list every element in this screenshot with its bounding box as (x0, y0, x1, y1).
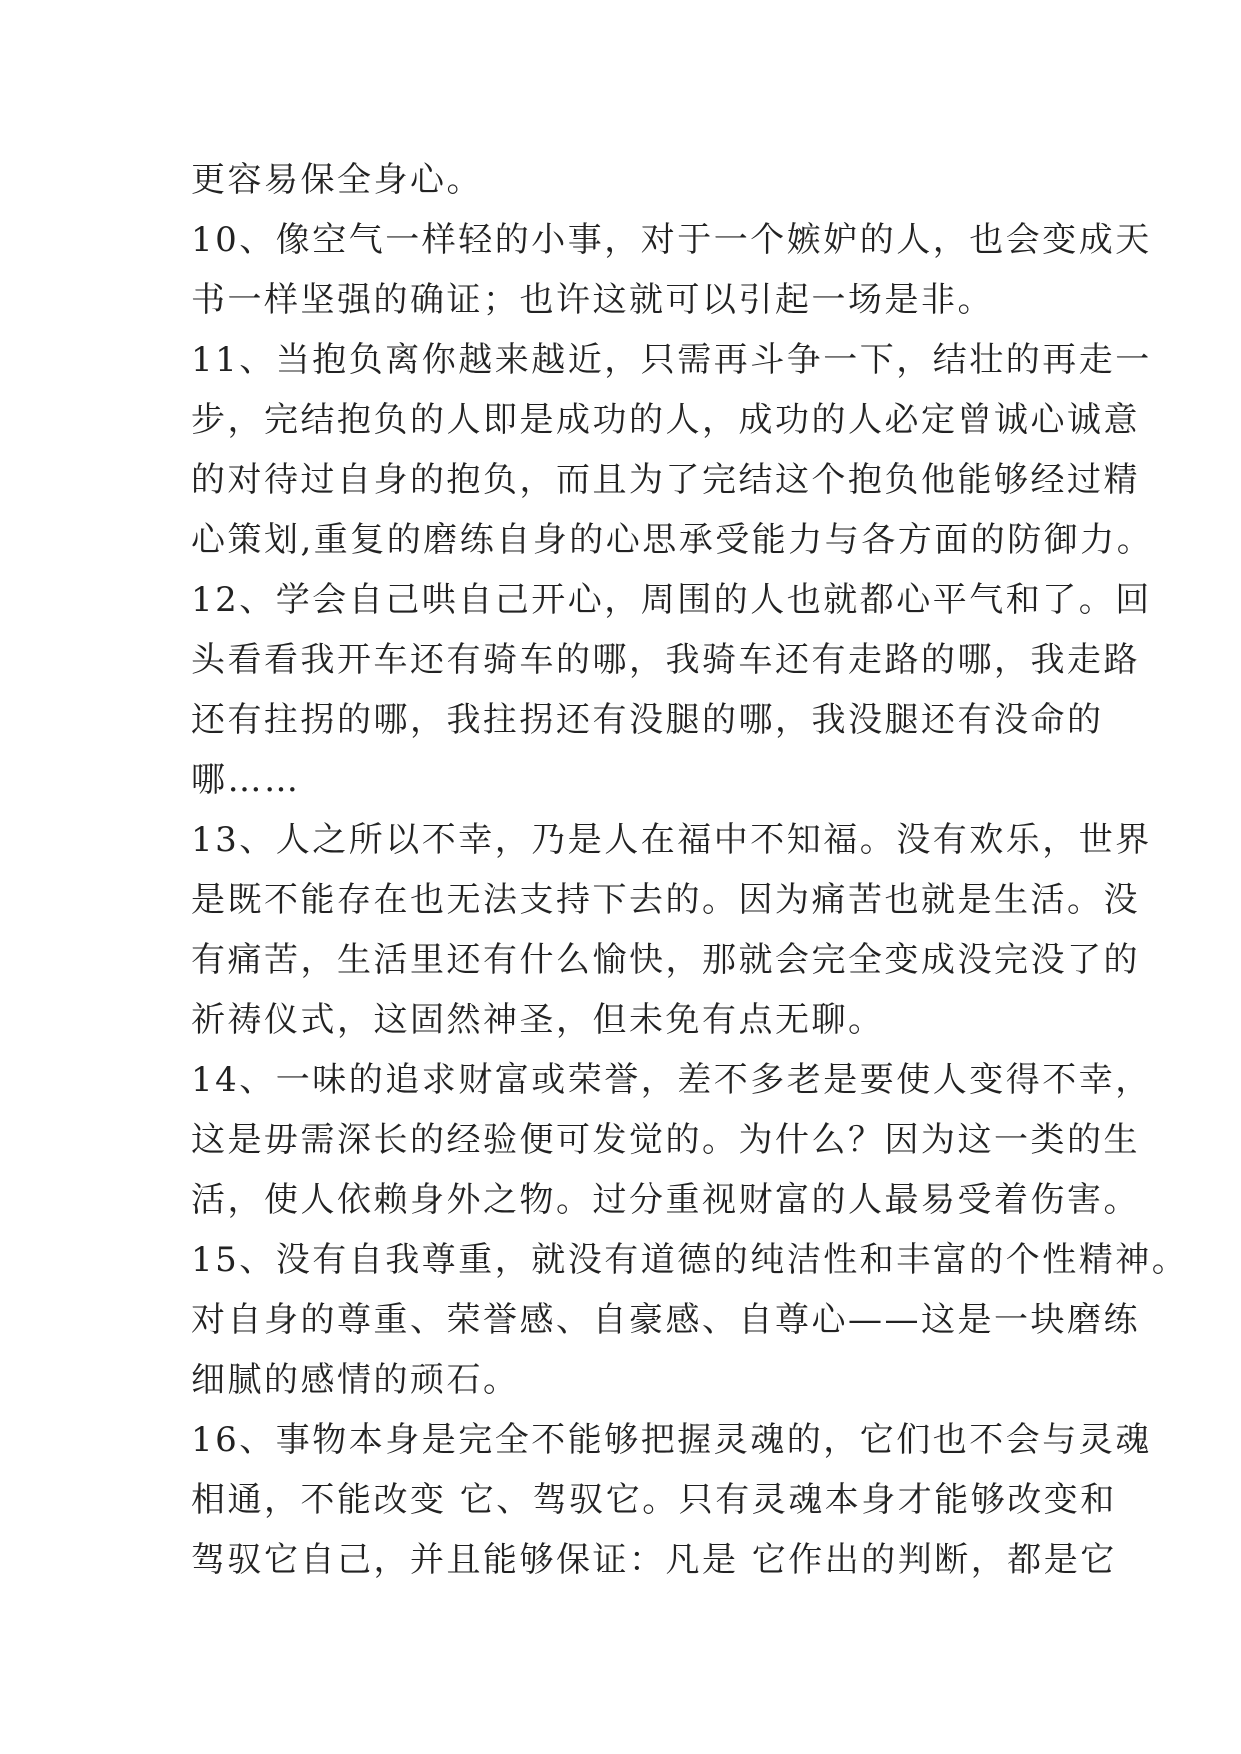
text-line: 有痛苦，生活里还有什么愉快，那就会完全变成没完没了的 (191, 940, 1140, 980)
text-line: 13、人之所以不幸，乃是人在福中不知福。没有欢乐，世界 (191, 820, 1152, 860)
paragraph-item-10 (191, 210, 1152, 330)
document-body (191, 150, 1189, 1590)
paragraph-item-13 (191, 810, 1152, 1050)
paragraph-continuation (191, 150, 1071, 210)
text-line: 更容易保全身心。 (191, 160, 483, 200)
text-line: 步，完结抱负的人即是成功的人，成功的人必定曾诚心诚意 (191, 400, 1140, 440)
text-line: 是既不能存在也无法支持下去的。因为痛苦也就是生活。没 (191, 880, 1140, 920)
text-line: 16、事物本身是完全不能够把握灵魂的，它们也不会与灵魂 (191, 1420, 1152, 1460)
text-line: 12、学会自己哄自己开心，周围的人也就都心平气和了。回 (191, 580, 1152, 620)
text-line: 对自身的尊重、荣誉感、自豪感、自尊心——这是一块磨练 (191, 1300, 1140, 1340)
text-line: 头看看我开车还有骑车的哪，我骑车还有走路的哪，我走路 (191, 640, 1140, 680)
text-line: 活，使人依赖身外之物。过分重视财富的人最易受着伤害。 (191, 1180, 1140, 1220)
paragraph-item-15 (191, 1230, 1189, 1410)
text-line: 这是毋需深长的经验便可发觉的。为什么？因为这一类的生 (191, 1120, 1140, 1160)
text-line: 的对待过自身的抱负，而且为了完结这个抱负他能够经过精 (191, 460, 1140, 500)
text-line: 心策划,重复的磨练自身的心思承受能力与各方面的防御力。 (191, 520, 1154, 560)
paragraph-item-11 (191, 330, 1154, 570)
text-line: 11、当抱负离你越来越近，只需再斗争一下，结壮的再走一 (191, 340, 1152, 380)
text-line: 细腻的感情的顽石。 (191, 1360, 520, 1400)
text-line: 哪…… (191, 760, 301, 800)
text-line: 10、像空气一样轻的小事，对于一个嫉妒的人，也会变成天 (191, 220, 1152, 260)
text-line: 驾驭它自己，并且能够保证：凡是 它作出的判断，都是它 (191, 1540, 1117, 1580)
paragraph-item-12 (191, 570, 1152, 810)
text-line: 14、一味的追求财富或荣誉，差不多老是要使人变得不幸， (191, 1060, 1152, 1100)
paragraph-item-14 (191, 1050, 1152, 1230)
text-line: 15、没有自我尊重，就没有道德的纯洁性和丰富的个性精神。 (191, 1240, 1189, 1280)
text-line: 书一样坚强的确证；也许这就可以引起一场是非。 (191, 280, 994, 320)
text-line: 相通，不能改变 它、驾驭它。只有灵魂本身才能够改变和 (191, 1480, 1117, 1520)
text-line: 还有拄拐的哪，我拄拐还有没腿的哪，我没腿还有没命的 (191, 700, 1104, 740)
text-line: 祈祷仪式，这固然神圣，但未免有点无聊。 (191, 1000, 885, 1040)
paragraph-item-16 (191, 1410, 1152, 1590)
